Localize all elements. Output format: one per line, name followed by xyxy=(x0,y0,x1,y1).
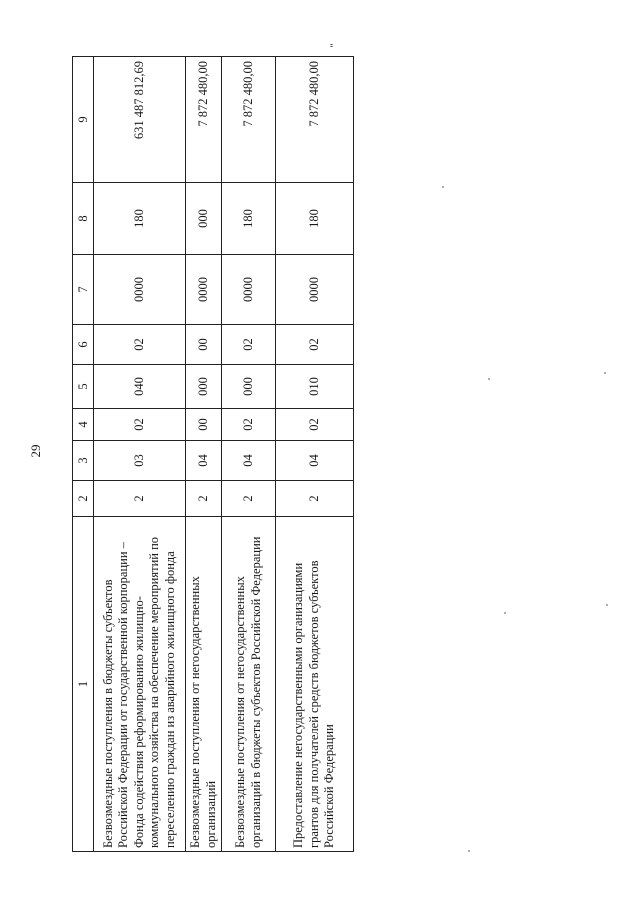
table-row xyxy=(222,57,276,852)
scan-speck xyxy=(604,372,606,374)
cell: 02 xyxy=(94,325,186,365)
rotated-table-container xyxy=(72,57,350,852)
scan-speck xyxy=(442,186,444,188)
cell: 03 xyxy=(94,441,186,481)
column-header: 5 xyxy=(73,365,94,409)
amount-cell: 631 487 812,69 xyxy=(94,57,186,183)
cell: 0000 xyxy=(94,255,186,325)
column-header: 4 xyxy=(73,409,94,441)
row-name: Безвозмездные поступления от негосударственных организаций в бюджеты субъектов Российской Федерации xyxy=(222,517,276,852)
cell: 0000 xyxy=(222,255,276,325)
cell: 04 xyxy=(186,441,222,481)
amount-cell: 7 872 480,00 xyxy=(222,57,276,183)
cell: 02 xyxy=(222,325,276,365)
cell: 04 xyxy=(222,441,276,481)
amount-cell: 7 872 480,00 xyxy=(276,57,354,183)
row-name: Безвозмездные поступления в бюджеты субъектов Российской Федерации от государственной корпорации – Фонда содействия реформированию жилищно-коммунального хозяйства на обеспечение мероприятий по переселению граждан из аварийного жилищного фонда xyxy=(94,517,186,852)
cell: 000 xyxy=(186,365,222,409)
cell: 010 xyxy=(276,365,354,409)
table-row xyxy=(186,57,222,852)
column-header: 6 xyxy=(73,325,94,365)
closing-quote-mark: " xyxy=(329,43,341,48)
page-number: 29 xyxy=(28,444,43,458)
cell: 180 xyxy=(276,183,354,255)
cell: 02 xyxy=(276,325,354,365)
scan-speck xyxy=(606,604,608,606)
column-header: 7 xyxy=(73,255,94,325)
cell: 0000 xyxy=(186,255,222,325)
column-header: 1 xyxy=(73,517,94,852)
cell: 000 xyxy=(186,183,222,255)
cell: 00 xyxy=(186,409,222,441)
cell: 2 xyxy=(276,481,354,517)
column-header: 8 xyxy=(73,183,94,255)
cell: 040 xyxy=(94,365,186,409)
table-header-row xyxy=(73,57,94,852)
column-header: 3 xyxy=(73,441,94,481)
cell: 02 xyxy=(276,409,354,441)
row-name: Предоставление негосударственными организациями грантов для получателей средств бюджетов субъектов Российской Федерации xyxy=(276,517,354,852)
table-row xyxy=(94,57,186,852)
cell: 00 xyxy=(186,325,222,365)
cell: 000 xyxy=(222,365,276,409)
cell: 0000 xyxy=(276,255,354,325)
row-name: Безвозмездные поступления от негосударственных организаций xyxy=(186,517,222,852)
cell: 180 xyxy=(222,183,276,255)
table-row xyxy=(276,57,354,852)
budget-table xyxy=(72,56,354,852)
cell: 02 xyxy=(222,409,276,441)
cell: 2 xyxy=(94,481,186,517)
cell: 2 xyxy=(222,481,276,517)
cell: 02 xyxy=(94,409,186,441)
column-header: 2 xyxy=(73,481,94,517)
scan-speck xyxy=(468,850,470,852)
scan-speck xyxy=(488,378,490,380)
column-header: 9 xyxy=(73,57,94,183)
scan-speck xyxy=(504,612,506,614)
amount-cell: 7 872 480,00 xyxy=(186,57,222,183)
cell: 04 xyxy=(276,441,354,481)
cell: 2 xyxy=(186,481,222,517)
cell: 180 xyxy=(94,183,186,255)
